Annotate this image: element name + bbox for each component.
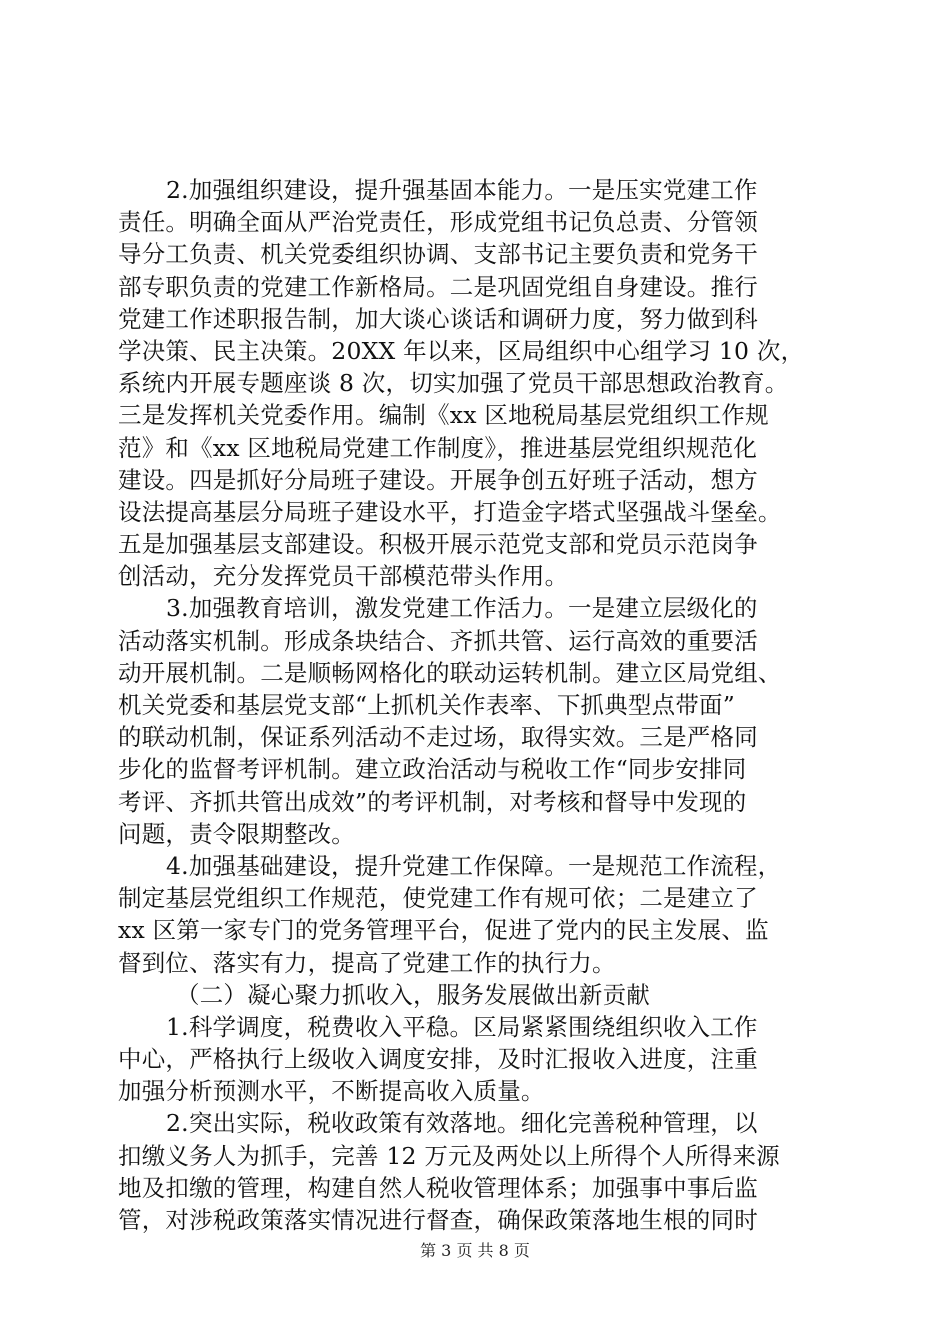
paragraph-line: 责任。明确全面从严治党责任，形成党组书记负总责、分管领 (118, 208, 758, 237)
paragraph-line: 创活动，充分发挥党员干部模范带头作用。 (118, 562, 569, 591)
paragraph-line: 制定基层党组织工作规范，使党建工作有规可依；二是建立了 (118, 884, 758, 913)
paragraph-line: 扣缴义务人为抓手，完善 12 万元及两处以上所得个人所得来源 (118, 1141, 780, 1170)
paragraph-line: 导分工负责、机关党委组织协调、支部书记主要负责和党务干 (118, 240, 758, 269)
paragraph-line: 建设。四是抓好分局班子建设。开展争创五好班子活动，想方 (118, 465, 758, 494)
page-number-footer: 第 3 页 共 8 页 (420, 1241, 530, 1260)
paragraph-line: 机关党委和基层党支部“上抓机关作表率、下抓典型点带面” (118, 691, 735, 719)
paragraph-line: 管，对涉税政策落实情况进行督查，确保政策落地生根的同时 (118, 1206, 758, 1234)
paragraph-line: 地及扣缴的管理，构建自然人税收管理体系；加强事中事后监 (118, 1173, 758, 1202)
paragraph-line: 范》和《xx 区地税局党建工作制度》，推进基层党组织规范化 (118, 433, 758, 462)
paragraph-line: 设法提高基层分局班子建设水平，打造金字塔式坚强战斗堡垒。 (118, 497, 782, 526)
section-heading: （二）凝心聚力抓收入，服务发展做出新贡献 (176, 980, 650, 1009)
paragraph-line: 步化的监督考评机制。建立政治活动与税收工作“同步安排同 (118, 755, 747, 784)
document-body (118, 174, 838, 1236)
paragraph-line: 五是加强基层支部建设。积极开展示范党支部和党员示范岗争 (118, 530, 758, 559)
paragraph-line: 党建工作述职报告制，加大谈心谈话和调研力度，努力做到科 (118, 304, 758, 333)
paragraph-line: 考评、齐抓共管出成效”的考评机制，对考核和督导中发现的 (118, 787, 747, 816)
paragraph-line: 加强分析预测水平，不断提高收入质量。 (118, 1077, 545, 1106)
paragraph-line: 1.科学调度，税费收入平稳。区局紧紧围绕组织收入工作 (166, 1012, 758, 1041)
paragraph-line: 中心，严格执行上级收入调度安排，及时汇报收入进度，注重 (118, 1045, 758, 1074)
paragraph-line: 的联动机制，保证系列活动不走过场，取得实效。三是严格同 (118, 723, 758, 752)
paragraph-line: 部专职负责的党建工作新格局。二是巩固党组自身建设。推行 (118, 272, 758, 301)
paragraph-line: 学决策、民主决策。20XX 年以来，区局组织中心组学习 10 次， (118, 336, 805, 365)
paragraph-line: 督到位、落实有力，提高了党建工作的执行力。 (118, 948, 616, 977)
paragraph-line: 2.突出实际，税收政策有效落地。细化完善税种管理，以 (166, 1109, 758, 1138)
paragraph-line: 4.加强基础建设，提升党建工作保障。一是规范工作流程， (166, 851, 782, 880)
paragraph-line: 3.加强教育培训，激发党建工作活力。一是建立层级化的 (166, 594, 758, 623)
paragraph-line: 动开展机制。二是顺畅网格化的联动运转机制。建立区局党组、 (118, 658, 782, 687)
paragraph-line: 系统内开展专题座谈 8 次，切实加强了党员干部思想政治教育。 (118, 369, 789, 398)
paragraph-line: 活动落实机制。形成条块结合、齐抓共管、运行高效的重要活 (118, 626, 758, 655)
paragraph-line: 三是发挥机关党委作用。编制《xx 区地税局基层党组织工作规 (118, 401, 769, 430)
paragraph-line: xx 区第一家专门的党务管理平台，促进了党内的民主发展、监 (118, 916, 769, 945)
paragraph-line: 问题，责令限期整改。 (118, 819, 355, 848)
paragraph-line: 2.加强组织建设，提升强基固本能力。一是压实党建工作 (166, 176, 758, 204)
